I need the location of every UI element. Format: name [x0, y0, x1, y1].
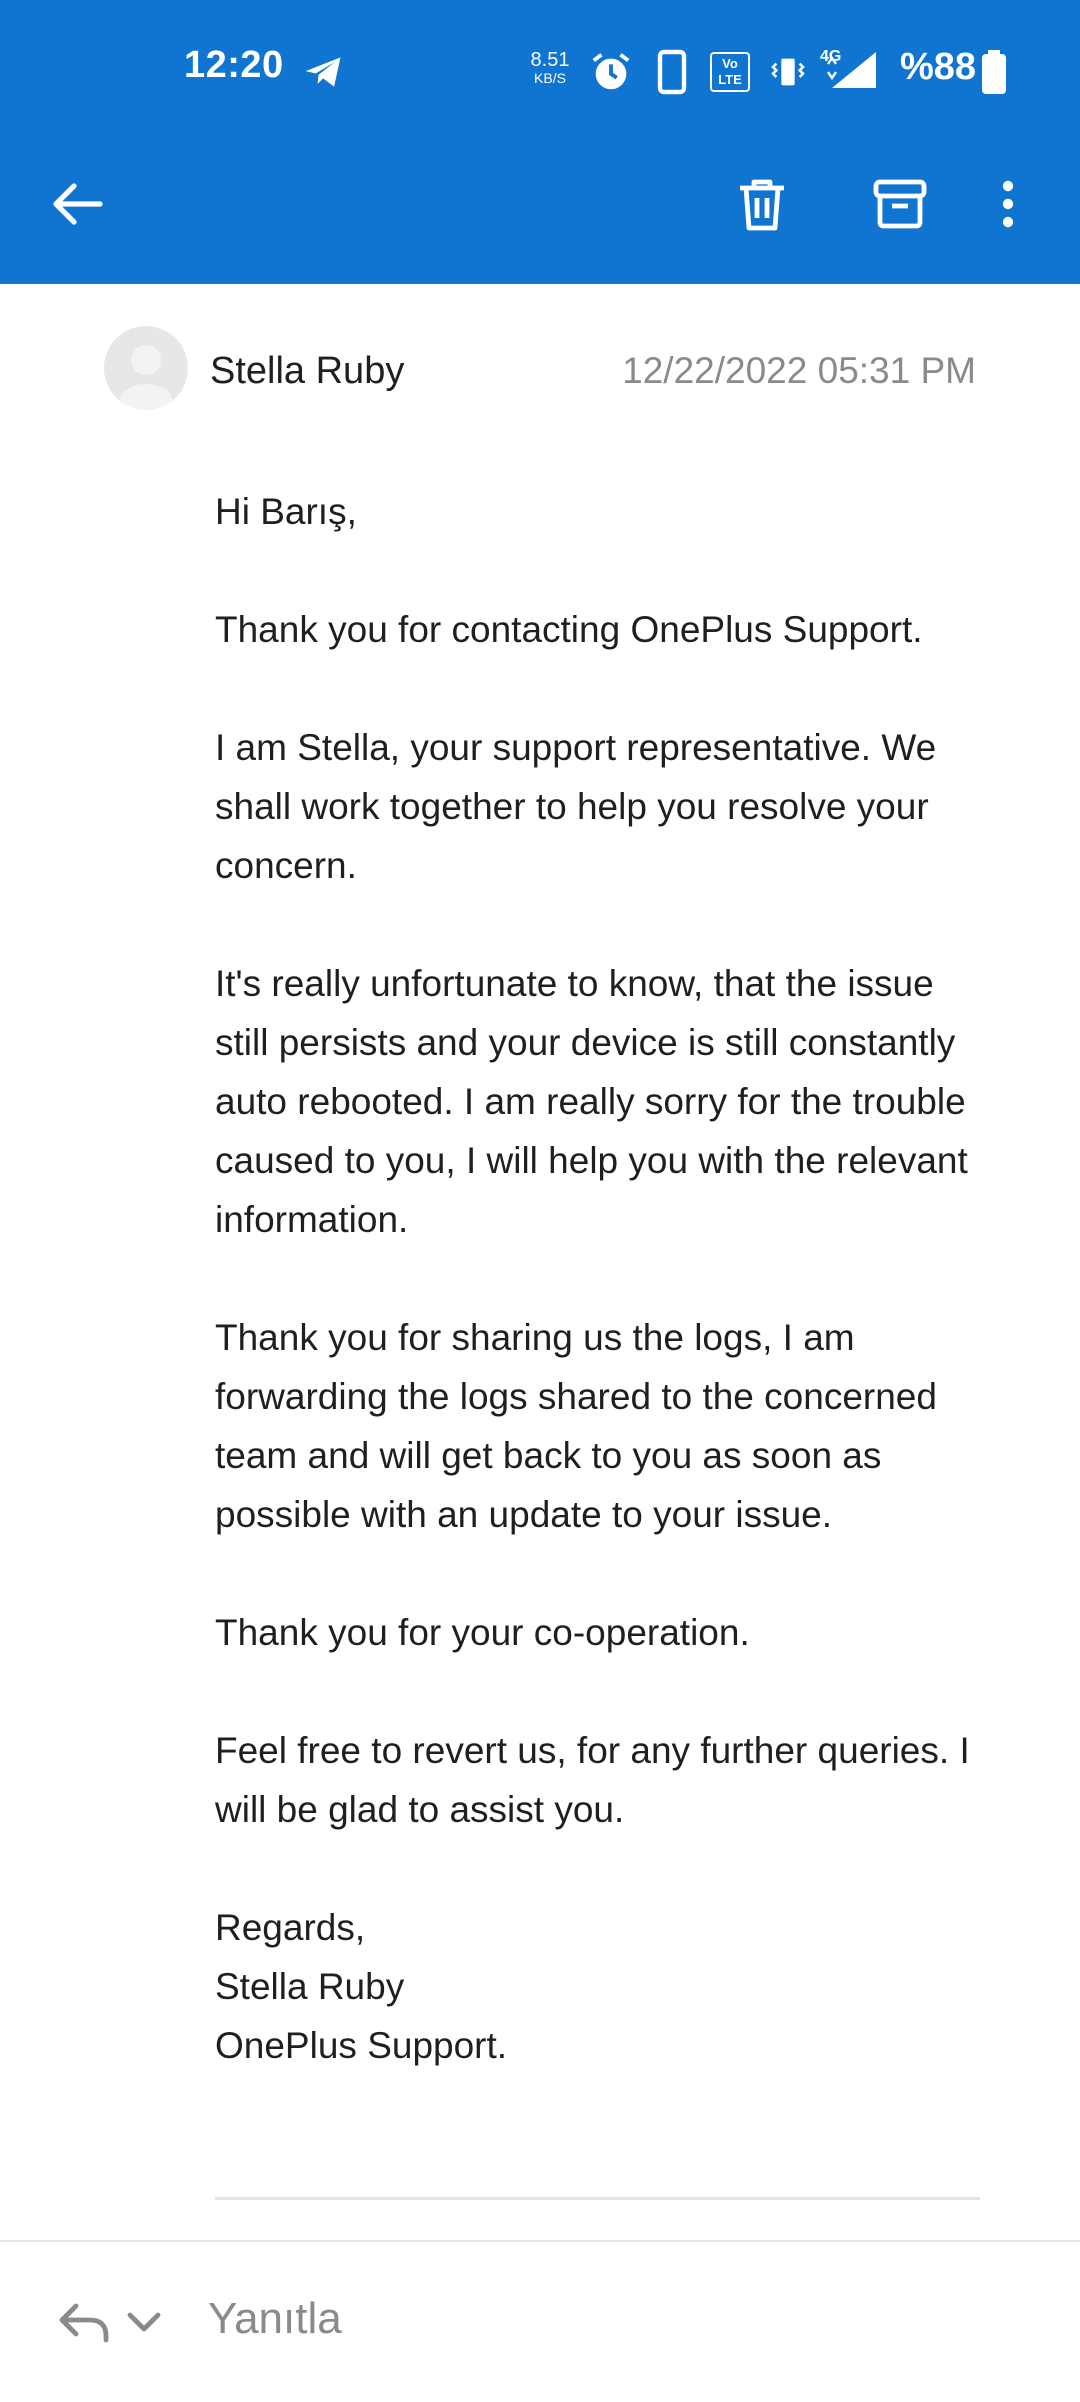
- app-header: [0, 0, 1080, 284]
- back-button[interactable]: [46, 172, 110, 236]
- paragraph: It's really unfortunate to know, that the issue still persists and your device is still constantly auto rebooted. I am really sorry for the trouble caused to you, I will help you with the relevant information.: [215, 963, 968, 1240]
- delete-button[interactable]: [730, 172, 794, 236]
- more-options-button[interactable]: [984, 172, 1032, 236]
- telegram-icon: [302, 50, 346, 94]
- person-icon: [104, 326, 188, 410]
- reply-input[interactable]: Yanıtla: [208, 2294, 342, 2343]
- phone-icon: [656, 48, 688, 96]
- archive-button[interactable]: [868, 172, 932, 236]
- paragraph: Feel free to revert us, for any further queries. I will be glad to assist you.: [215, 1730, 970, 1830]
- reply-icon[interactable]: [56, 2300, 112, 2344]
- volte-icon: Vo LTE: [710, 52, 750, 92]
- greeting: Hi Barış,: [215, 491, 357, 532]
- reply-bar[interactable]: [0, 2240, 1080, 2402]
- status-time: 12:20: [184, 44, 284, 86]
- avatar[interactable]: [104, 326, 188, 410]
- network-speed: 8.51 KB/S: [530, 49, 570, 86]
- divider: [215, 2197, 980, 2200]
- signature-line: OnePlus Support.: [215, 2025, 508, 2066]
- signature-line: Regards,: [215, 1907, 366, 1948]
- vibrate-icon: [768, 48, 808, 96]
- network-type: 4G: [820, 48, 842, 65]
- signature-line: Stella Ruby: [215, 1966, 405, 2007]
- alarm-icon: [588, 48, 634, 96]
- paragraph: Thank you for sharing us the logs, I am forwarding the logs shared to the concerned team and will get back to you as soon as possible with an update to your issue.: [215, 1317, 937, 1535]
- paragraph: I am Stella, your support representative. We shall work together to help you resolve your concern.: [215, 727, 937, 886]
- battery-icon: [980, 48, 1008, 96]
- signal-icon: [824, 48, 880, 96]
- battery-percent: %88: [900, 46, 977, 88]
- message-body: [215, 482, 985, 2075]
- chevron-down-icon[interactable]: [126, 2306, 162, 2336]
- paragraph: Thank you for your co-operation.: [215, 1612, 750, 1653]
- status-bar: [0, 0, 1080, 140]
- message-date: 12/22/2022 05:31 PM: [622, 350, 976, 391]
- sender-name[interactable]: Stella Ruby: [210, 350, 405, 392]
- paragraph: Thank you for contacting OnePlus Support.: [215, 609, 923, 650]
